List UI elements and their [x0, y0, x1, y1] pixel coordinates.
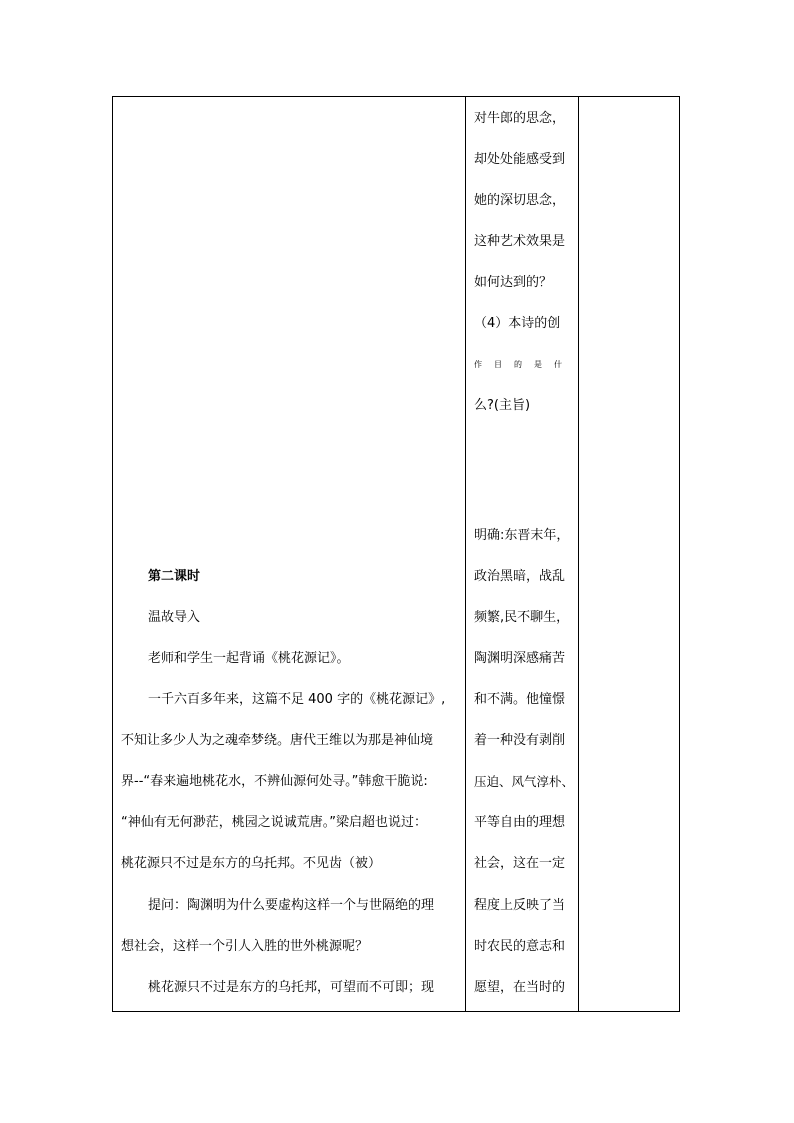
question-line: 这种艺术效果是 [474, 234, 566, 249]
answer-line: 时农民的意志和 [474, 939, 566, 954]
question-line: 却处处能感受到 [474, 152, 566, 167]
answer-line: 政治黑暗，战乱 [474, 569, 566, 584]
answer-line: 平等自由的理想 [474, 815, 566, 830]
paragraph-line: 桃花源只不过是东方的乌托邦，可望而不可即；现 [148, 980, 435, 995]
answer-line: 陶渊明深感痛苦 [474, 651, 566, 666]
question-line: 对牛郎的思念， [474, 111, 566, 126]
lesson-table [112, 96, 680, 1012]
answer-line: 社会，这在一定 [474, 856, 566, 871]
paragraph-line: 想社会，这样一个引人入胜的世外桃源呢？ [121, 939, 369, 954]
paragraph-line: 提问：陶渊明为什么要虚构这样一个与世隔绝的理 [148, 898, 435, 913]
answer-line: 明确:东晋末年， [474, 528, 570, 543]
paragraph-line: 桃花源只不过是东方的乌托邦。不见齿（被） [121, 856, 382, 871]
paragraph-line: 老师和学生一起背诵《桃花源记》。 [148, 651, 350, 666]
answer-line: 程度上反映了当 [474, 898, 566, 913]
answer-line: 愿望，在当时的 [474, 980, 566, 995]
paragraph-line: 一千六百多年来，这篇不足 400 字的《桃花源记》, [148, 692, 446, 707]
lesson-heading: 第二课时 [148, 569, 201, 584]
answer-line: 和不满。他憧憬 [474, 692, 566, 707]
question-line: 如何达到的？ [474, 275, 553, 290]
right-column-empty [579, 97, 679, 1011]
answer-line: 着一种没有剥削 [474, 733, 566, 748]
question-line: 她的深切思念， [474, 193, 566, 208]
middle-column [466, 97, 578, 1011]
left-column [113, 97, 465, 1011]
paragraph-line: “神仙有无何渺茫，桃园之说诚荒唐。”梁启超也说过： [121, 815, 427, 830]
paragraph-line: 界--“春来遍地桃花水，不辨仙源何处寻。”韩愈干脆说: [121, 774, 428, 789]
answer-line: 压迫、风气淳朴、 [474, 774, 575, 789]
paragraph-line: 温故导入 [148, 610, 201, 625]
question-line: 作目的是什 [474, 360, 574, 369]
answer-line: 频繁,民不聊生， [474, 610, 570, 625]
paragraph-line: 不知让多少人为之魂牵梦绕。唐代王维以为那是神仙境 [121, 733, 434, 748]
question-line: 么?(主旨) [474, 398, 531, 413]
question-line: （4）本诗的创 [474, 316, 561, 331]
